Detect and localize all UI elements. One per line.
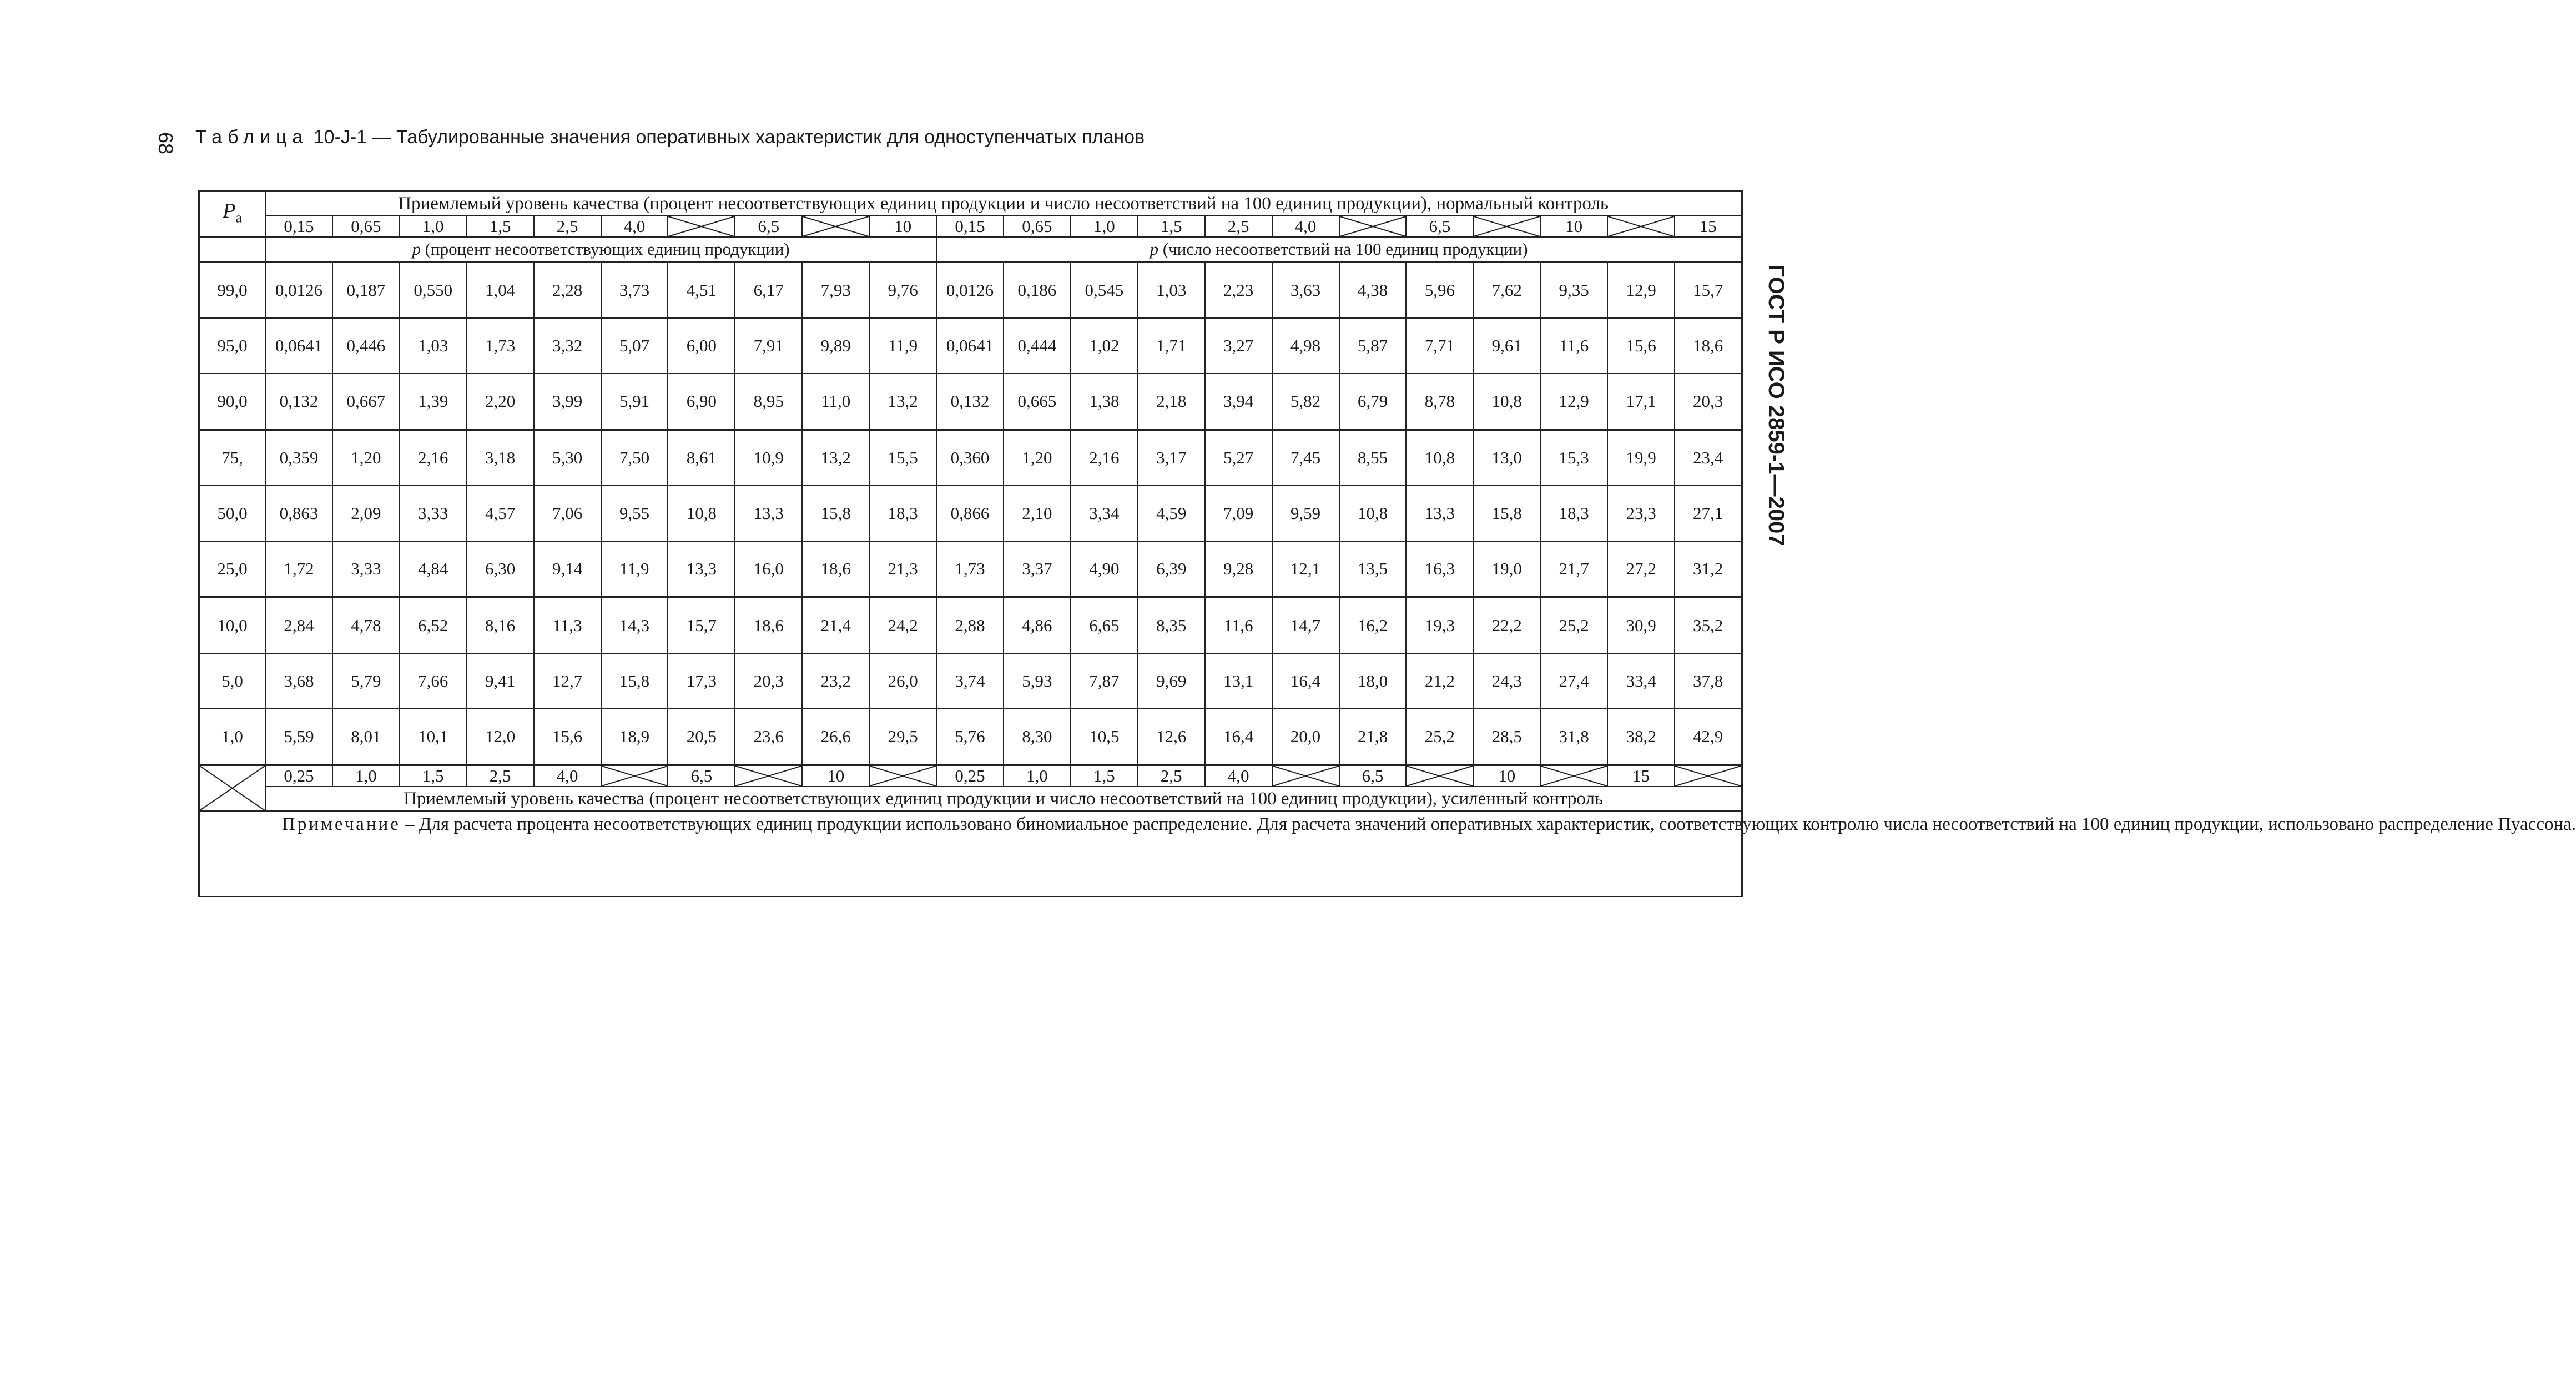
cross-mark-icon <box>1340 216 1406 236</box>
table-cell: 0,446 <box>332 318 400 374</box>
cross-mark-icon <box>735 766 801 786</box>
table-cell: 23,6 <box>735 709 802 765</box>
table-cell: 18,3 <box>1540 486 1607 541</box>
table-cell: 13,1 <box>1205 653 1272 709</box>
table-cell: 7,09 <box>1205 486 1272 541</box>
table-cell: 2,88 <box>936 597 1004 653</box>
pa-header <box>199 191 265 237</box>
table-cell: 9,55 <box>601 486 668 541</box>
table-cell: 1,20 <box>332 430 400 486</box>
aql-normal-cell <box>1339 216 1407 237</box>
table-cell: 7,45 <box>1272 430 1339 486</box>
table-cell: 26,6 <box>802 709 869 765</box>
table-cell: 10,1 <box>400 709 467 765</box>
table-cell: 19,9 <box>1607 430 1675 486</box>
aql-tightened-cell: 6,5 <box>1339 765 1407 787</box>
aql-normal-cell: 0,65 <box>1004 216 1071 237</box>
table-cell: 14,7 <box>1272 597 1339 653</box>
table-cell: 0,186 <box>1004 262 1071 318</box>
aql-tightened-cell: 1,5 <box>1071 765 1138 787</box>
table-cell: 2,20 <box>467 374 534 430</box>
table-cell: 12,6 <box>1138 709 1205 765</box>
table-cell: 27,2 <box>1607 541 1675 597</box>
table-cell: 24,2 <box>869 597 936 653</box>
table-cell: 0,187 <box>332 262 400 318</box>
table-cell: 33,4 <box>1607 653 1675 709</box>
table-cell: 1,73 <box>936 541 1004 597</box>
table-cell: 1,71 <box>1138 318 1205 374</box>
aql-normal-cell: 4,0 <box>601 216 668 237</box>
table-cell: 10,9 <box>735 430 802 486</box>
table-cell: 3,33 <box>400 486 467 541</box>
table-cell: 38,2 <box>1607 709 1675 765</box>
table-cell: 5,27 <box>1205 430 1272 486</box>
percent-nonconforming-header: p (процент несоответствующих единиц продукции) <box>265 237 936 262</box>
table-cell: 18,3 <box>869 486 936 541</box>
table-cell: 10,8 <box>668 486 735 541</box>
table-cell: 8,78 <box>1406 374 1473 430</box>
table-cell: 2,84 <box>265 597 332 653</box>
table-cell: 26,0 <box>869 653 936 709</box>
aql-tightened-cell <box>1540 765 1607 787</box>
table-cell: 29,5 <box>869 709 936 765</box>
corner-cross-cell <box>199 765 265 811</box>
table-cell: 23,2 <box>802 653 869 709</box>
table-cell: 2,23 <box>1205 262 1272 318</box>
aql-normal-cell: 6,5 <box>735 216 802 237</box>
table-cell: 7,91 <box>735 318 802 374</box>
table-cell: 11,3 <box>534 597 601 653</box>
aql-normal-cell: 1,0 <box>400 216 467 237</box>
aql-tightened-cell: 4,0 <box>1205 765 1272 787</box>
table-cell: 2,09 <box>332 486 400 541</box>
table-cell: 4,90 <box>1071 541 1138 597</box>
aql-tightened-cell: 1,0 <box>1004 765 1071 787</box>
header-row-normal <box>199 191 1742 216</box>
table-cell: 1,03 <box>1138 262 1205 318</box>
document-code: ГОСТ Р ИСО 2859-1—2007 <box>1764 264 1788 546</box>
pa-value: 75, <box>199 430 265 486</box>
table-cell: 3,63 <box>1272 262 1339 318</box>
table-cell: 7,50 <box>601 430 668 486</box>
table-cell: 0,545 <box>1071 262 1138 318</box>
pa-value: 99,0 <box>199 262 265 318</box>
table-cell: 12,9 <box>1540 374 1607 430</box>
table-cell: 21,2 <box>1406 653 1473 709</box>
table-cell: 5,59 <box>265 709 332 765</box>
table-cell: 6,00 <box>668 318 735 374</box>
table-cell: 10,8 <box>1339 486 1407 541</box>
table-cell: 17,1 <box>1607 374 1675 430</box>
table-row <box>199 318 1742 374</box>
cross-mark-icon <box>1675 766 1741 786</box>
table-cell: 10,8 <box>1473 374 1540 430</box>
table-cell: 9,76 <box>869 262 936 318</box>
table-cell: 0,0641 <box>265 318 332 374</box>
table-cell: 13,3 <box>1406 486 1473 541</box>
normal-inspection-header: Приемлемый уровень качества (процент несоответствующих единиц продукции и число несоответствий на 100 единиц продукции), нормальный контроль <box>265 191 1742 216</box>
table-cell: 18,6 <box>735 597 802 653</box>
table-cell: 15,6 <box>534 709 601 765</box>
table-cell: 1,39 <box>400 374 467 430</box>
table-row <box>199 486 1742 541</box>
aql-normal-cell: 0,15 <box>936 216 1004 237</box>
table-cell: 9,69 <box>1138 653 1205 709</box>
table-cell: 3,18 <box>467 430 534 486</box>
cross-mark-icon <box>602 766 668 786</box>
aql-normal-cell: 1,0 <box>1071 216 1138 237</box>
table-cell: 15,6 <box>1607 318 1675 374</box>
table-cell: 1,02 <box>1071 318 1138 374</box>
aql-normal-cell: 6,5 <box>1406 216 1473 237</box>
table-row <box>199 709 1742 765</box>
table-cell: 4,59 <box>1138 486 1205 541</box>
aql-normal-cell: 15 <box>1675 216 1742 237</box>
table-cell: 16,0 <box>735 541 802 597</box>
table-cell: 7,62 <box>1473 262 1540 318</box>
cross-mark-icon <box>1541 766 1607 786</box>
table-cell: 18,9 <box>601 709 668 765</box>
aql-normal-cell: 1,5 <box>467 216 534 237</box>
table-cell: 9,14 <box>534 541 601 597</box>
table-cell: 5,82 <box>1272 374 1339 430</box>
pa-value: 25,0 <box>199 541 265 597</box>
table-cell: 7,93 <box>802 262 869 318</box>
pa-value: 95,0 <box>199 318 265 374</box>
table-cell: 0,444 <box>1004 318 1071 374</box>
caption-title: 10-J-1 — Табулированные значения оперативных характеристик для одноступенчатых планов <box>313 127 1145 148</box>
table-cell: 30,9 <box>1607 597 1675 653</box>
aql-tightened-cell <box>1406 765 1473 787</box>
table-cell: 7,66 <box>400 653 467 709</box>
pa-header-blank <box>199 237 265 262</box>
table-cell: 21,4 <box>802 597 869 653</box>
table-cell: 6,39 <box>1138 541 1205 597</box>
table-cell: 11,0 <box>802 374 869 430</box>
table-cell: 8,30 <box>1004 709 1071 765</box>
aql-normal-cell: 0,65 <box>332 216 400 237</box>
table-cell: 12,9 <box>1607 262 1675 318</box>
table-cell: 11,9 <box>869 318 936 374</box>
table-cell: 2,28 <box>534 262 601 318</box>
aql-tightened-cell <box>601 765 668 787</box>
table-cell: 13,3 <box>735 486 802 541</box>
table-cell: 15,5 <box>869 430 936 486</box>
table-cell: 12,1 <box>1272 541 1339 597</box>
table-cell: 16,3 <box>1406 541 1473 597</box>
table-cell: 3,73 <box>601 262 668 318</box>
table-cell: 4,98 <box>1272 318 1339 374</box>
cross-mark-icon <box>1474 216 1540 236</box>
table-cell: 0,132 <box>265 374 332 430</box>
cross-mark-icon <box>1273 766 1339 786</box>
table-cell: 15,7 <box>668 597 735 653</box>
aql-normal-cell: 2,5 <box>1205 216 1272 237</box>
table-cell: 8,16 <box>467 597 534 653</box>
table-cell: 0,550 <box>400 262 467 318</box>
aql-normal-cell <box>1473 216 1540 237</box>
table-cell: 0,360 <box>936 430 1004 486</box>
table-cell: 2,16 <box>1071 430 1138 486</box>
table-cell: 0,0641 <box>936 318 1004 374</box>
table-cell: 5,07 <box>601 318 668 374</box>
aql-tightened-cell: 0,25 <box>936 765 1004 787</box>
cross-mark-icon <box>1407 766 1473 786</box>
table-cell: 13,2 <box>869 374 936 430</box>
table-cell: 11,6 <box>1205 597 1272 653</box>
table-cell: 9,35 <box>1540 262 1607 318</box>
aql-normal-cell: 0,15 <box>265 216 332 237</box>
table-cell: 3,74 <box>936 653 1004 709</box>
table-cell: 15,8 <box>601 653 668 709</box>
table-cell: 31,8 <box>1540 709 1607 765</box>
table-cell: 5,96 <box>1406 262 1473 318</box>
cross-mark-icon <box>1608 216 1674 236</box>
table-cell: 6,52 <box>400 597 467 653</box>
table-cell: 4,57 <box>467 486 534 541</box>
aql-tightened-cell: 0,25 <box>265 765 332 787</box>
table-cell: 5,30 <box>534 430 601 486</box>
aql-normal-cell: 2,5 <box>534 216 601 237</box>
pa-value: 50,0 <box>199 486 265 541</box>
table-cell: 15,8 <box>802 486 869 541</box>
table-cell: 8,55 <box>1339 430 1407 486</box>
table-cell: 2,18 <box>1138 374 1205 430</box>
table-cell: 15,3 <box>1540 430 1607 486</box>
table-cell: 12,7 <box>534 653 601 709</box>
cross-mark-icon <box>870 766 936 786</box>
table-cell: 20,3 <box>1675 374 1742 430</box>
table-cell: 7,06 <box>534 486 601 541</box>
table-cell: 8,01 <box>332 709 400 765</box>
aql-tightened-cell <box>735 765 802 787</box>
note <box>199 811 2576 896</box>
table-cell: 20,0 <box>1272 709 1339 765</box>
table-cell: 13,5 <box>1339 541 1407 597</box>
table-cell: 10,5 <box>1071 709 1138 765</box>
aql-normal-row <box>199 216 1742 237</box>
table-cell: 16,2 <box>1339 597 1407 653</box>
table-caption <box>195 127 1145 148</box>
table-cell: 22,2 <box>1473 597 1540 653</box>
table-cell: 27,4 <box>1540 653 1607 709</box>
table-cell: 20,3 <box>735 653 802 709</box>
table-cell: 4,84 <box>400 541 467 597</box>
table-cell: 31,2 <box>1675 541 1742 597</box>
table-cell: 4,38 <box>1339 262 1407 318</box>
table-cell: 3,33 <box>332 541 400 597</box>
table-cell: 4,51 <box>668 262 735 318</box>
table-cell: 18,0 <box>1339 653 1407 709</box>
pa-symbol: $P_a$ <box>223 199 242 226</box>
aql-tightened-cell: 2,5 <box>1138 765 1205 787</box>
aql-tightened-cell: 6,5 <box>668 765 735 787</box>
table-cell: 8,61 <box>668 430 735 486</box>
table-cell: 3,94 <box>1205 374 1272 430</box>
table-cell: 25,2 <box>1540 597 1607 653</box>
table-cell: 18,6 <box>802 541 869 597</box>
aql-normal-cell <box>668 216 735 237</box>
footer-header-row <box>199 787 1742 811</box>
table-cell: 16,4 <box>1272 653 1339 709</box>
table-row <box>199 430 1742 486</box>
aql-tightened-cell: 4,0 <box>534 765 601 787</box>
table-cell: 0,359 <box>265 430 332 486</box>
pa-value: 10,0 <box>199 597 265 653</box>
table-cell: 12,0 <box>467 709 534 765</box>
table-cell: 21,7 <box>1540 541 1607 597</box>
table-cell: 23,3 <box>1607 486 1675 541</box>
page-number: 68 <box>154 132 177 155</box>
table-cell: 42,9 <box>1675 709 1742 765</box>
table-row <box>199 374 1742 430</box>
aql-tightened-cell <box>869 765 936 787</box>
table-cell: 9,61 <box>1473 318 1540 374</box>
aql-normal-cell: 10 <box>1540 216 1607 237</box>
table-cell: 9,59 <box>1272 486 1339 541</box>
table-cell: 20,5 <box>668 709 735 765</box>
table-cell: 8,95 <box>735 374 802 430</box>
table-cell: 0,0126 <box>265 262 332 318</box>
aql-normal-cell <box>1607 216 1675 237</box>
table-cell: 37,8 <box>1675 653 1742 709</box>
table-cell: 2,10 <box>1004 486 1071 541</box>
aql-tightened-cell: 10 <box>1473 765 1540 787</box>
table-row <box>199 653 1742 709</box>
table-cell: 7,87 <box>1071 653 1138 709</box>
table-cell: 25,2 <box>1406 709 1473 765</box>
table-cell: 3,34 <box>1071 486 1138 541</box>
table-cell: 6,65 <box>1071 597 1138 653</box>
table-cell: 16,4 <box>1205 709 1272 765</box>
note-text: – Для расчета процента несоответствующих единиц продукции использовано биномиальное распределение. Для расчета значений оперативных характеристик, соответствующих контролю числа несоответствий на 100 единиц продукции, использовано распределение Пуассона. <box>400 814 2576 834</box>
aql-normal-cell <box>802 216 869 237</box>
aql-tightened-cell: 1,5 <box>400 765 467 787</box>
table-cell: 4,78 <box>332 597 400 653</box>
aql-tightened-cell <box>1272 765 1339 787</box>
note-label: Примечание <box>282 814 401 834</box>
table-cell: 3,68 <box>265 653 332 709</box>
table-cell: 14,3 <box>601 597 668 653</box>
table-cell: 18,6 <box>1675 318 1742 374</box>
table-cell: 9,89 <box>802 318 869 374</box>
table-cell: 9,41 <box>467 653 534 709</box>
table-cell: 23,4 <box>1675 430 1742 486</box>
aql-tightened-cell: 1,0 <box>332 765 400 787</box>
cross-mark-icon <box>200 766 265 810</box>
table-cell: 5,93 <box>1004 653 1071 709</box>
tightened-inspection-header: Приемлемый уровень качества (процент несоответствующих единиц продукции и число несоответствий на 100 единиц продукции), усиленный контроль <box>265 787 1742 811</box>
table-cell: 1,72 <box>265 541 332 597</box>
table-cell: 1,04 <box>467 262 534 318</box>
cross-mark-icon <box>803 216 869 236</box>
pa-value: 5,0 <box>199 653 265 709</box>
table-cell: 1,38 <box>1071 374 1138 430</box>
caption-word: Таблица <box>195 127 309 148</box>
table-cell: 3,32 <box>534 318 601 374</box>
table-cell: 5,87 <box>1339 318 1407 374</box>
table-cell: 6,17 <box>735 262 802 318</box>
aql-normal-cell: 1,5 <box>1138 216 1205 237</box>
table-cell: 0,863 <box>265 486 332 541</box>
table-cell: 9,28 <box>1205 541 1272 597</box>
table-cell: 21,3 <box>869 541 936 597</box>
table-cell: 15,7 <box>1675 262 1742 318</box>
table-cell: 2,16 <box>400 430 467 486</box>
table-cell: 0,667 <box>332 374 400 430</box>
table-cell: 0,665 <box>1004 374 1071 430</box>
table-cell: 5,76 <box>936 709 1004 765</box>
table-cell: 24,3 <box>1473 653 1540 709</box>
table-cell: 3,17 <box>1138 430 1205 486</box>
table-cell: 1,20 <box>1004 430 1071 486</box>
table-row <box>199 597 1742 653</box>
table-cell: 3,37 <box>1004 541 1071 597</box>
table-cell: 21,8 <box>1339 709 1407 765</box>
table-cell: 3,27 <box>1205 318 1272 374</box>
table-row <box>199 262 1742 318</box>
aql-tightened-row <box>199 765 1742 787</box>
table-cell: 4,86 <box>1004 597 1071 653</box>
pa-value: 90,0 <box>199 374 265 430</box>
cross-mark-icon <box>668 216 734 236</box>
table-cell: 5,91 <box>601 374 668 430</box>
table-cell: 10,8 <box>1406 430 1473 486</box>
table-cell: 6,79 <box>1339 374 1407 430</box>
aql-normal-cell: 4,0 <box>1272 216 1339 237</box>
table-cell: 27,1 <box>1675 486 1742 541</box>
table-cell: 0,866 <box>936 486 1004 541</box>
table-row <box>199 541 1742 597</box>
aql-tightened-cell: 10 <box>802 765 869 787</box>
table-cell: 13,2 <box>802 430 869 486</box>
subheader-row <box>199 237 1742 262</box>
aql-normal-cell: 10 <box>869 216 936 237</box>
nonconformities-per-100-header: p (число несоответствий на 100 единиц продукции) <box>936 237 1742 262</box>
table-cell: 7,71 <box>1406 318 1473 374</box>
table-cell: 0,132 <box>936 374 1004 430</box>
table-cell: 13,3 <box>668 541 735 597</box>
table-cell: 6,90 <box>668 374 735 430</box>
aql-tightened-cell <box>1675 765 1742 787</box>
table-cell: 35,2 <box>1675 597 1742 653</box>
aql-tightened-cell: 2,5 <box>467 765 534 787</box>
table-cell: 3,99 <box>534 374 601 430</box>
table-cell: 19,0 <box>1473 541 1540 597</box>
table-cell: 1,73 <box>467 318 534 374</box>
table-cell: 13,0 <box>1473 430 1540 486</box>
pa-value: 1,0 <box>199 709 265 765</box>
table-cell: 19,3 <box>1406 597 1473 653</box>
table-cell: 11,6 <box>1540 318 1607 374</box>
table-cell: 17,3 <box>668 653 735 709</box>
table-cell: 8,35 <box>1138 597 1205 653</box>
table-cell: 28,5 <box>1473 709 1540 765</box>
table-cell: 15,8 <box>1473 486 1540 541</box>
table-cell: 5,79 <box>332 653 400 709</box>
note-row <box>199 811 1742 896</box>
table-cell: 6,30 <box>467 541 534 597</box>
table-cell: 0,0126 <box>936 262 1004 318</box>
aql-tightened-cell: 15 <box>1607 765 1675 787</box>
table-cell: 11,9 <box>601 541 668 597</box>
table-cell: 1,03 <box>400 318 467 374</box>
